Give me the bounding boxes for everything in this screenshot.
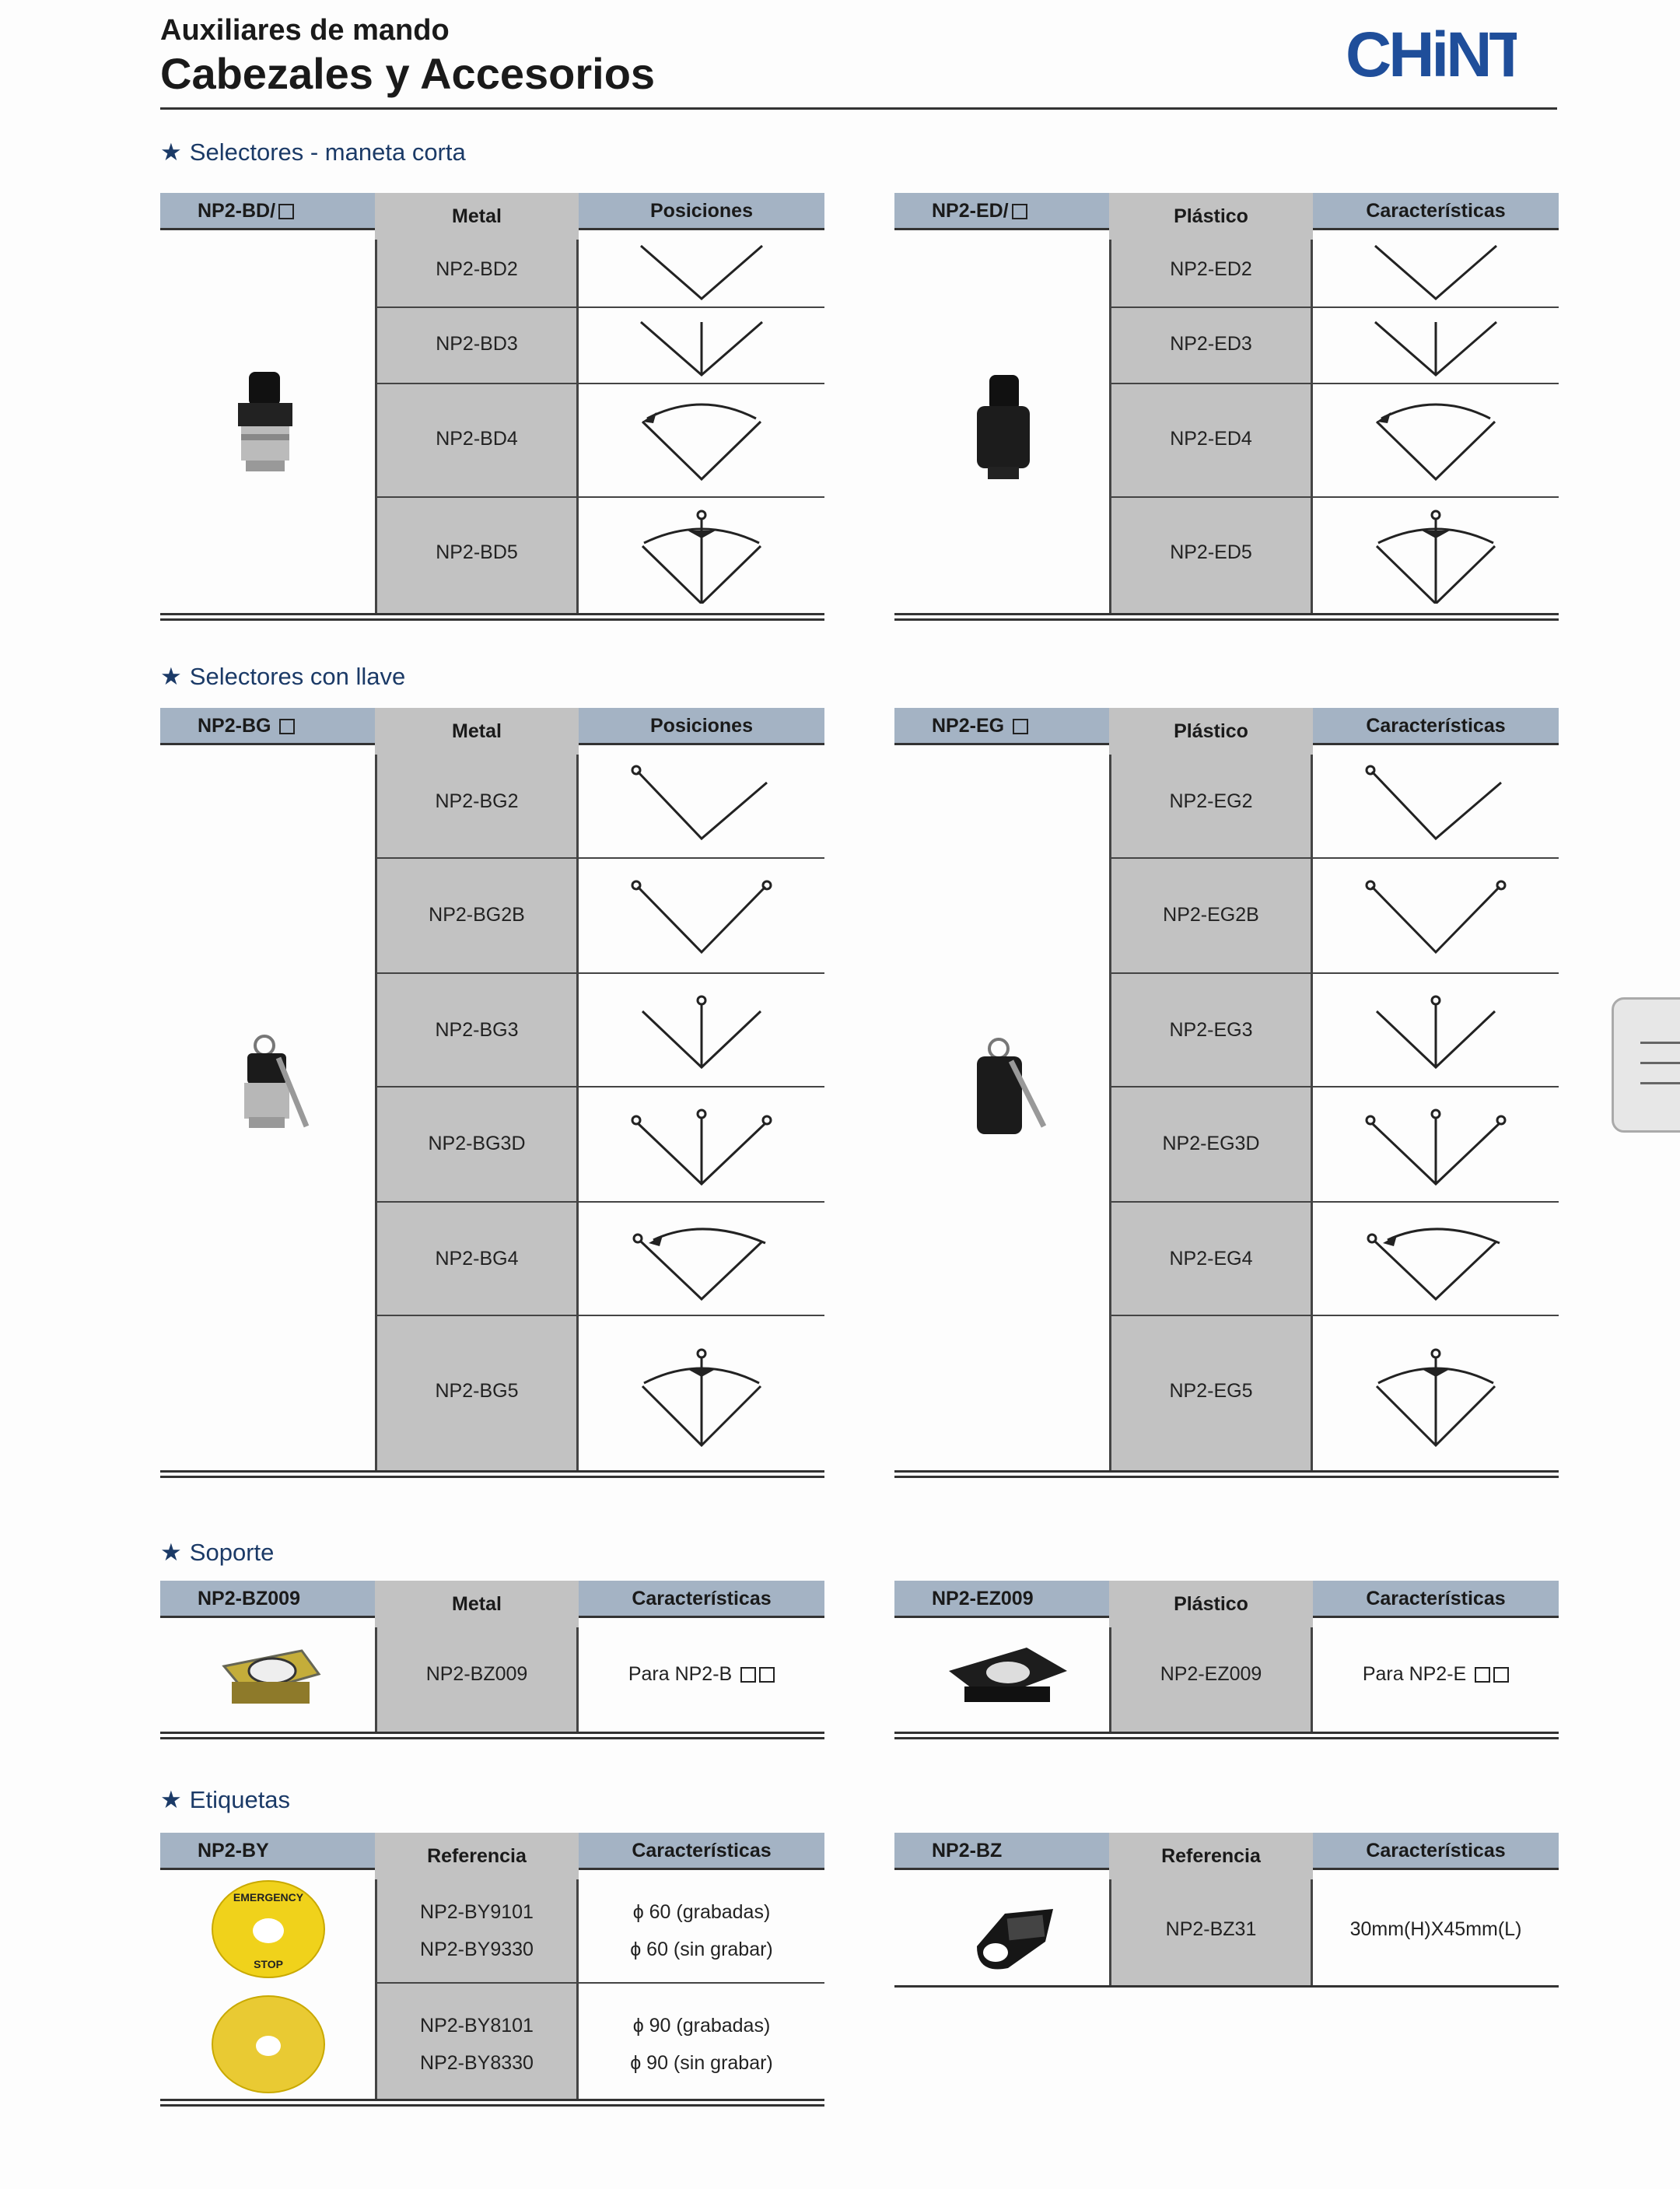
code-cell: NP2-BG3D xyxy=(428,1133,526,1154)
logo-text: CHiNT xyxy=(1346,23,1517,84)
code-cell: NP2-ED3 xyxy=(1170,333,1252,355)
material-header: Referencia xyxy=(375,1833,579,1879)
feature-header: Características xyxy=(1313,708,1559,745)
header-subtitle: Auxiliares de mando xyxy=(160,14,450,47)
code-cell: NP2-BG2B xyxy=(429,904,525,926)
key-position-5-icon xyxy=(1313,1346,1559,1447)
key-position-2-icon xyxy=(579,764,824,849)
position-5-icon xyxy=(579,507,824,604)
key-position-4-icon xyxy=(579,1221,824,1307)
code-cell: NP2-ED2 xyxy=(1170,258,1252,280)
material-header: Metal xyxy=(375,1581,579,1627)
position-3-icon xyxy=(1313,316,1559,378)
code-cell: NP2-BD3 xyxy=(436,333,518,355)
selector-switch-plastic-image xyxy=(972,375,1034,484)
table-np2-ed xyxy=(894,193,1559,629)
code-cell: NP2-BG4 xyxy=(435,1248,519,1270)
position-4-icon xyxy=(1313,398,1559,484)
table-np2-bz009 xyxy=(160,1581,824,1744)
star-icon: ★ xyxy=(160,663,182,690)
table-np2-ez009 xyxy=(894,1581,1559,1744)
code-cell: NP2-BZ009 xyxy=(425,1663,528,1685)
svg-text:EMERGENCY: EMERGENCY xyxy=(233,1891,304,1904)
code-cell: NP2-EG5 xyxy=(1169,1380,1253,1402)
model-header: NP2-EZ009 xyxy=(894,1581,1109,1618)
position-3-icon xyxy=(579,316,824,378)
model-header: NP2-BY xyxy=(160,1833,375,1870)
table-np2-bz xyxy=(894,1833,1559,1996)
feature-header: Características xyxy=(579,1833,824,1870)
side-menu-tab[interactable] xyxy=(1612,997,1680,1133)
position-5-icon xyxy=(1313,507,1559,604)
feature-header: Características xyxy=(1313,193,1559,230)
key-selector-metal-image xyxy=(232,1035,317,1144)
key-position-3d-icon xyxy=(1313,1106,1559,1192)
key-position-4-icon xyxy=(1313,1221,1559,1307)
feature-cell: ϕ 90 (grabadas) xyxy=(632,2015,771,2037)
material-header: Metal xyxy=(375,708,579,755)
section-heading-labels: ★ Etiquetas xyxy=(160,1786,291,1813)
model-header: NP2-BD/ xyxy=(160,193,375,230)
code-cell: NP2-BG2 xyxy=(435,790,519,812)
code-cell: NP2-EZ009 xyxy=(1160,1663,1262,1685)
code-cell: NP2-BG3 xyxy=(435,1019,519,1041)
code-cell: NP2-BY9330 xyxy=(420,1939,534,1960)
table-np2-bg xyxy=(160,708,824,1486)
section-heading-support: ★ Soporte xyxy=(160,1539,275,1566)
material-header: Plástico xyxy=(1109,193,1313,240)
feature-header: Características xyxy=(579,1581,824,1618)
label-holder-image xyxy=(961,1898,1062,1976)
position-2-icon xyxy=(579,240,824,302)
key-position-3d-icon xyxy=(579,1106,824,1192)
code-cell: NP2-BG5 xyxy=(435,1380,519,1402)
feature-cell: ϕ 60 (grabadas) xyxy=(632,1901,771,1923)
key-position-3-icon xyxy=(579,993,824,1078)
model-header: NP2-ED/ xyxy=(894,193,1109,230)
star-icon: ★ xyxy=(160,1786,182,1813)
model-header: NP2-BZ xyxy=(894,1833,1109,1870)
code-cell: NP2-BY9101 xyxy=(420,1901,534,1923)
star-icon: ★ xyxy=(160,138,182,166)
selector-switch-metal-image xyxy=(230,372,300,481)
section-heading-short-lever: ★ Selectores - maneta corta xyxy=(160,138,466,166)
header-rule xyxy=(160,107,1557,110)
code-cell: NP2-EG3D xyxy=(1162,1133,1260,1154)
plastic-support-image xyxy=(941,1640,1073,1718)
feature-header: Posiciones xyxy=(579,708,824,745)
code-cell: NP2-BD5 xyxy=(436,541,518,563)
key-position-2b-icon xyxy=(1313,877,1559,963)
key-position-5-icon xyxy=(579,1346,824,1447)
code-cell: NP2-ED5 xyxy=(1170,541,1252,563)
table-np2-bd xyxy=(160,193,824,629)
model-header: NP2-EG xyxy=(894,708,1109,745)
material-header: Referencia xyxy=(1109,1833,1313,1879)
code-cell: NP2-BD2 xyxy=(436,258,518,280)
code-cell: NP2-EG4 xyxy=(1169,1248,1253,1270)
feature-header: Posiciones xyxy=(579,193,824,230)
code-cell: NP2-ED4 xyxy=(1170,428,1252,450)
material-header: Plástico xyxy=(1109,1581,1313,1627)
feature-header: Características xyxy=(1313,1581,1559,1618)
feature-cell: Para NP2-B xyxy=(579,1663,824,1686)
table-np2-eg xyxy=(894,708,1559,1486)
section-heading-key-selectors: ★ Selectores con llave xyxy=(160,663,406,690)
metal-support-image xyxy=(216,1635,325,1713)
model-header: NP2-BG xyxy=(160,708,375,745)
chint-logo xyxy=(1346,23,1517,84)
key-position-2b-icon xyxy=(579,877,824,963)
emergency-stop-label-image xyxy=(210,1878,327,1981)
key-position-3-icon xyxy=(1313,993,1559,1078)
position-2-icon xyxy=(1313,240,1559,302)
feature-cell: 30mm(H)X45mm(L) xyxy=(1349,1918,1522,1940)
star-icon: ★ xyxy=(160,1539,182,1566)
blank-label-image xyxy=(210,1993,327,2096)
key-position-2-icon xyxy=(1313,764,1559,849)
feature-cell: Para NP2-E xyxy=(1313,1663,1559,1686)
feature-cell: ϕ 90 (sin grabar) xyxy=(630,2052,773,2074)
code-cell: NP2-EG2B xyxy=(1163,904,1259,926)
material-header: Metal xyxy=(375,193,579,240)
code-cell: NP2-BY8330 xyxy=(420,2052,534,2074)
position-4-icon xyxy=(579,398,824,484)
page-title: Cabezales y Accesorios xyxy=(160,49,656,98)
code-cell: NP2-BZ31 xyxy=(1165,1918,1257,1940)
svg-text:STOP: STOP xyxy=(254,1958,283,1970)
material-header: Plástico xyxy=(1109,708,1313,755)
code-cell: NP2-BD4 xyxy=(436,428,518,450)
table-np2-by xyxy=(160,1833,824,2113)
model-header: NP2-BZ009 xyxy=(160,1581,375,1618)
code-cell: NP2-EG2 xyxy=(1169,790,1253,812)
feature-header: Características xyxy=(1313,1833,1559,1870)
code-cell: NP2-BY8101 xyxy=(420,2015,534,2037)
code-cell: NP2-EG3 xyxy=(1169,1019,1253,1041)
key-selector-plastic-image xyxy=(972,1038,1058,1147)
feature-cell: ϕ 60 (sin grabar) xyxy=(630,1939,773,1960)
